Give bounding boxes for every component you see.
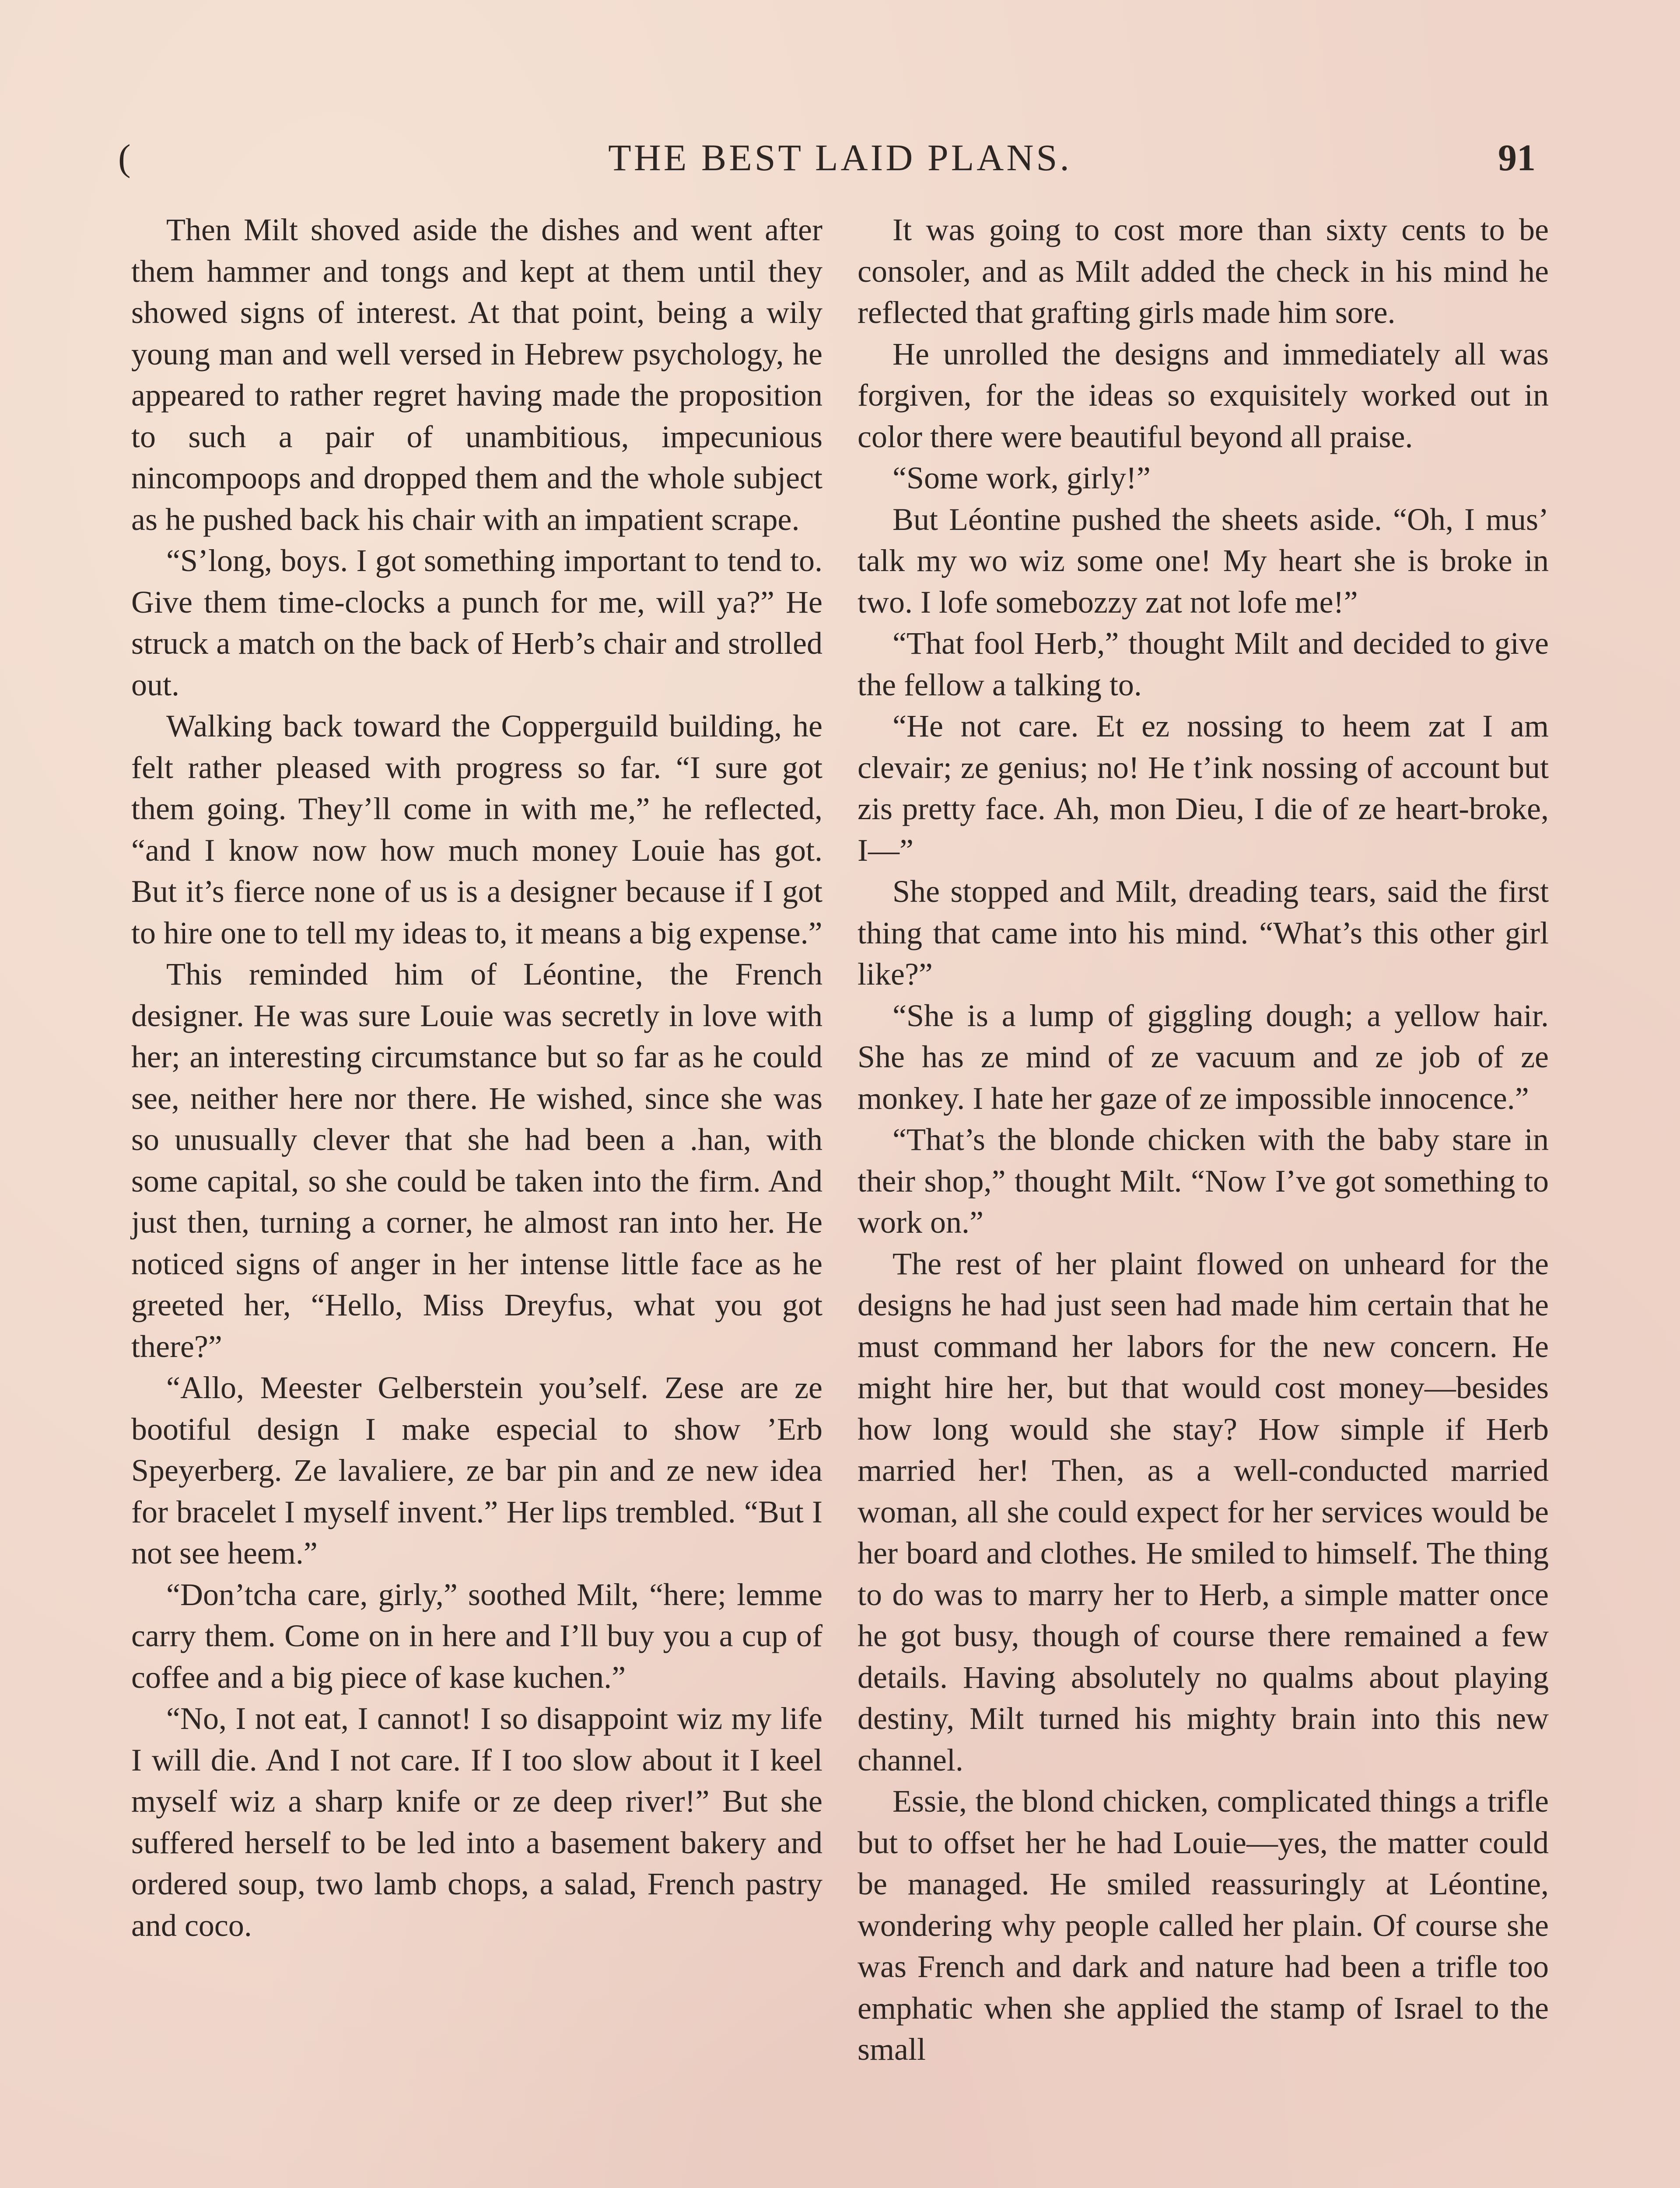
paragraph: “She is a lump of giggling dough; a yellow hair. She has ze mind of ze vacuum and ze job of ze monkey. I hate her gaze of ze impossible innocence.” [858,998,1549,1116]
paragraph: It was going to cost more than sixty cents to be consoler, and as Milt added the check in his mind he reflected that grafting girls made him sore. [858,212,1549,330]
stray-mark: ( [118,137,131,179]
paragraph: But Léontine pushed the sheets aside. “Oh, I mus’ talk my wo wiz some one! My heart she is broke in two. I lofe somebozzy zat not lofe me!” [858,501,1549,620]
right-column [858,209,1549,2070]
paragraph: Essie, the blond chicken, complicated things a trifle but to offset her he had Louie—yes, the matter could be managed. He smiled reassuringly at Léontine, wondering why people called her plain. Of course she was French and dark and nature had been a trifle too emphatic when she applied the stamp of Israel to the small [858,1784,1549,2067]
running-title: THE BEST LAID PLANS. [608,137,1072,179]
left-column [131,209,822,1946]
paragraph: “No, I not eat, I cannot! I so disappoint wiz my life I will die. And I not care. If I too slow about it I keel myself wiz a sharp knife or ze deep river!” But she suffered herself to be led into a basement bakery and ordered soup, two lamb chops, a salad, French pastry and coco. [131,1701,822,1943]
paragraph: “Allo, Meester Gelberstein you’self. Zese are ze bootiful design I make especial to show ’Erb Speyerberg. Ze lavaliere, ze bar pin and ze new idea for bracelet I myself invent.” Her lips trembled. “But I not see heem.” [131,1370,822,1571]
paragraph: “That’s the blonde chicken with the baby stare in their shop,” thought Milt. “Now I’ve got something to work on.” [858,1122,1549,1240]
paragraph: The rest of her plaint flowed on unheard for the designs he had just seen had made him certain that he must command her labors for the new concern. He might hire her, but that would cost money—besides how long would she stay? How simple if Herb married her! Then, as a well-conducted married woman, all she could expect for her services would be her board and clothes. He smiled to himself. The thing to do was to marry her to Herb, a simple matter once he got busy, though of course there remained a few details. Having absolutely no qualms about playing destiny, Milt turned his mighty brain into this new channel. [858,1246,1549,1778]
paragraph: He unrolled the designs and immediately all was forgiven, for the ideas so exquisitely worked out in color there were beautiful beyond all praise. [858,336,1549,454]
paragraph: This reminded him of Léontine, the French designer. He was sure Louie was secretly in love with her; an interesting circumstance but so far as he could see, neither here nor there. He wished, since she was so unusually clever that she had been a .han, with some capital, so she could be taken into the firm. And just then, turning a corner, he almost ran into her. He noticed signs of anger in her intense little face as he greeted her, “Hello, Miss Dreyfus, what you got there?” [131,957,822,1364]
paragraph: “Don’tcha care, girly,” soothed Milt, “here; lemme carry them. Come on in here and I’ll buy you a cup of coffee and a big piece of kase kuchen.” [131,1577,822,1695]
paragraph: “He not care. Et ez nossing to heem zat I am clevair; ze genius; no! He t’ink nossing of account but zis pretty face. Ah, mon Dieu, I die of ze heart-broke, I—” [858,708,1549,868]
paragraph: “S’long, boys. I got something important to tend to. Give them time-clocks a punch for me, will ya?” He struck a match on the back of Herb’s chair and strolled out. [131,543,822,702]
paragraph: “That fool Herb,” thought Milt and decided to give the fellow a talking to. [858,626,1549,702]
paragraph: Walking back toward the Copperguild building, he felt rather pleased with progress so far. “I sure got them going. They’ll come in with me,” he reflected, “and I know now how much money Louie has got. But it’s fierce none of us is a designer because if I got to hire one to tell my ideas to, it means a big expense.” [131,708,822,950]
paragraph: She stopped and Milt, dreading tears, said the first thing that came into his mind. “What’s this other girl like?” [858,874,1549,992]
paragraph: “Some work, girly!” [892,460,1151,495]
page-header [0,131,1680,184]
paragraph: Then Milt shoved aside the dishes and went after them hammer and tongs and kept at them until they showed signs of interest. At that point, being a wily young man and well versed in Hebrew psychology, he appeared to rather regret having made the proposition to such a pair of unambitious, impecunious nincompoops and dropped them and the whole subject as he pushed back his chair with an impatient scrape. [131,212,822,537]
page-number: 91 [1498,137,1536,179]
